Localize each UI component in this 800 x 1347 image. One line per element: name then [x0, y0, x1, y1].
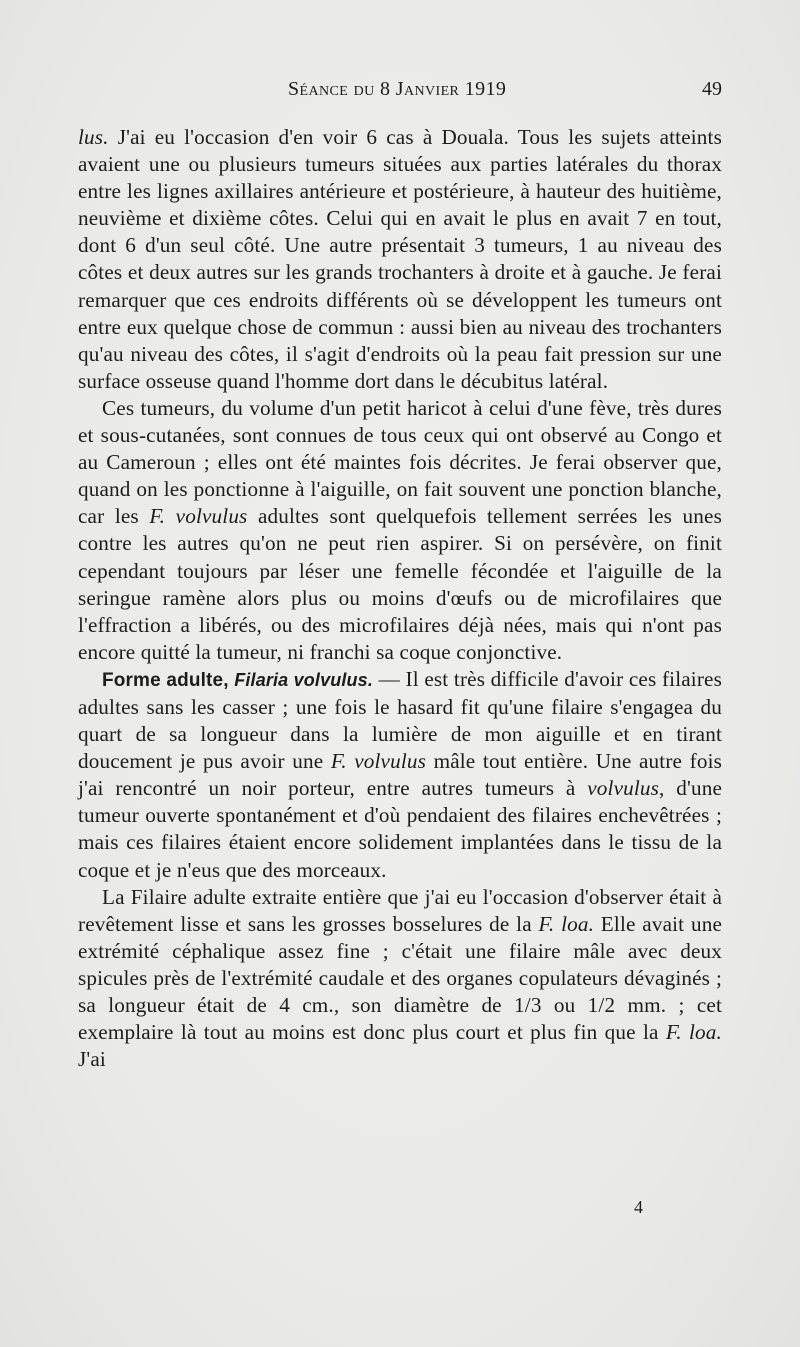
italic-text: F. volvulus	[149, 504, 248, 529]
section-heading: Forme adulte,	[102, 669, 229, 691]
italic-text: F. volvulus	[330, 749, 427, 774]
paragraph-text: J'ai	[78, 1047, 106, 1072]
italic-text: F. loa.	[665, 1020, 722, 1045]
page-header	[78, 78, 722, 108]
paragraph-3	[78, 666, 722, 884]
running-head: Séance du 8 Janvier 1919	[288, 78, 507, 100]
paragraph-text: mâle tout entière. Une autre fois j'ai rencontré un noir porteur, entre autres tumeurs à	[78, 749, 723, 801]
paragraph-text: Elle avait une extrémité céphalique assez fine ; c'était une filaire mâle avec deux spicules près de l'extrémité caudale et des organes copulateurs dévaginés ; sa longueur était de 4 cm., son diamètre de 1/3 ou 1/2 mm. ; cet exemplaire là tout au moins est donc plus court et plus fin que la	[78, 911, 722, 1045]
paragraph-2	[78, 395, 722, 666]
paragraph-text: J'ai eu l'occasion d'en voir 6 cas à Douala. Tous les sujets atteints avaient une ou plusieurs tumeurs situées aux parties latérales du thorax entre les lignes axillaires antérieure et postérieure, à hauteur des huitième, neuvième et dixième côtes. Celui qui en avait le plus en avait 7 en tout, dont 6 d'un seul côté. Une autre présentait 3 tumeurs, 1 au niveau des côtes et deux autres sur les grands trochanters à droite et à gauche. Je ferai remarquer que ces endroits différents où se développent les tumeurs ont entre eux quelque chose de commun : aussi bien au niveau des trochanters qu'au niveau des côtes, il s'agit d'endroits où la peau fait pression sur une surface osseuse quand l'homme dort dans le décubitus latéral.	[78, 125, 722, 393]
page-number: 49	[702, 78, 722, 100]
paragraph-text: — Il est très difficile d'avoir ces filaires adultes sans les casser ; une fois le hasard fit qu'une filaire s'engagea du quart de sa longueur dans la lumière de mon aiguille et en tirant doucement je pus avoir une	[78, 666, 722, 774]
body-text	[78, 124, 722, 1073]
signature-mark: 4	[634, 1197, 643, 1217]
paragraph-1	[78, 124, 722, 395]
paragraph-text: adultes sont quelquefois tellement serrées les unes contre les autres qu'on ne peut rien aspirer. Si on persévère, on finit cependant toujours par léser une femelle fécondée et l'aiguille de la seringue ramène alors plus ou moins d'œufs ou de microfilaires que l'effraction a libérés, ou des microfilaires déjà nées, mais qui n'ont pas encore quitté la tumeur, ni franchi sa coque conjonctive.	[78, 504, 722, 664]
paragraph-text: La Filaire adulte extraite entière que j'ai eu l'occasion d'observer était à revêtement lisse et sans les grosses bosselures de la	[78, 884, 722, 936]
italic-text: lus.	[78, 125, 109, 149]
italic-text: F. loa.	[538, 911, 595, 936]
section-heading-species: Filaria volvulus.	[234, 669, 373, 690]
paragraph-text: , d'une tumeur ouverte spontanément et d'où pendaient des filaires enchevêtrées ; mais ces filaires étaient encore solidement implantées dans le tissu de la coque et je n'eus que des morceaux.	[78, 776, 723, 882]
paragraph-text: Ces tumeurs, du volume d'un petit haricot à celui d'une fève, très dures et sous-cutanées, sont connues de tous ceux qui ont observé au Congo et au Cameroun ; elles ont été maintes fois décrites. Je ferai observer que, quand on les ponctionne à l'aiguille, on fait souvent une ponction blanche, car les	[78, 395, 722, 529]
italic-text: volvulus	[587, 776, 660, 801]
paragraph-4	[78, 884, 722, 1074]
